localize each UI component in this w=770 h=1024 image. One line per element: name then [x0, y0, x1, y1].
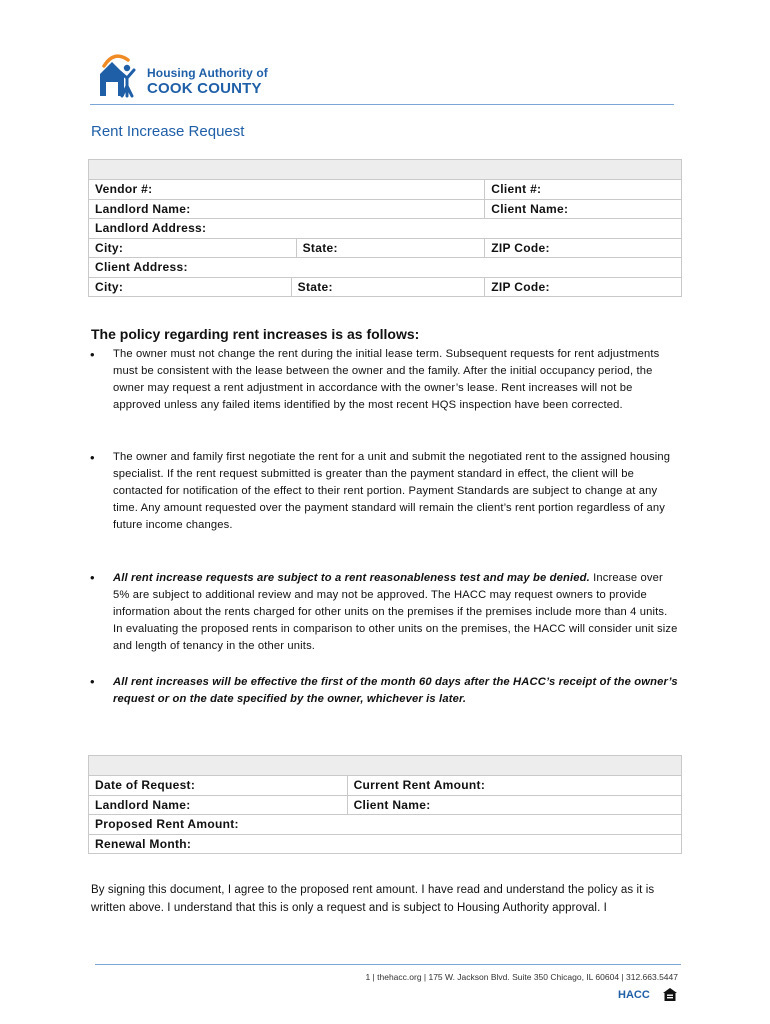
- landlord-name-field-2[interactable]: Landlord Name:: [89, 795, 348, 815]
- footer-hacc-logo: HACC: [618, 989, 650, 1001]
- landlord-zip-field[interactable]: ZIP Code:: [485, 238, 682, 258]
- landlord-city-field[interactable]: City:: [89, 238, 297, 258]
- table-header-band: [89, 756, 682, 776]
- client-state-field[interactable]: State:: [291, 277, 485, 297]
- policy-item-3-body: Increase over 5% are subject to additional review and may not be approved. The HACC may request owners to provide information about the rents charged for other units on the premises if the premises include more than 4 units. In evaluating the proposed rents in comparison to other units on the premises, the HACC will consider unit size and length of tenancy in the other units.: [113, 572, 678, 652]
- landlord-address-field[interactable]: Landlord Address:: [89, 219, 682, 239]
- client-address-field[interactable]: Client Address:: [89, 258, 682, 278]
- policy-item-1: The owner must not change the rent during the initial lease term. Subsequent requests for rent adjustments must be consistent with the lease between the owner and the family. After the initial occupancy period, the owner may request a rent adjustment in accordance with the owner’s lease. Rent increases will not be approved unless any failed items identified by the most recent HQS inspection have been corrected.: [113, 348, 660, 411]
- org-name-line1: Housing Authority of: [147, 66, 268, 80]
- equal-housing-icon: [663, 988, 677, 1001]
- policy-item-4: [113, 674, 678, 708]
- signing-statement: By signing this document, I agree to the proposed rent amount. I have read and understand the policy as it is written above. I understand that this is only a request and is subject to Housing Authority approval. I: [91, 884, 655, 914]
- policy-item-3: [113, 570, 678, 655]
- bullet-1: •: [90, 347, 95, 362]
- policy-heading: The policy regarding rent increases is as follows:: [91, 326, 420, 342]
- policy-item-2: The owner and family first negotiate the rent for a unit and submit the negotiated rent to the assigned housing specialist. If the rent request submitted is greater than the payment standard in effect, the client will be contacted for notification of the effect to their rent portion. Payment Standards are subject to change at any time. Any amount requested over the payment standard will remain the client’s rent portion regardless of any future income changes.: [113, 451, 671, 531]
- bullet-3: •: [90, 570, 95, 585]
- client-zip-field[interactable]: ZIP Code:: [485, 277, 682, 297]
- landlord-state-field[interactable]: State:: [296, 238, 485, 258]
- date-of-request-field[interactable]: Date of Request:: [89, 776, 348, 796]
- org-name-line2: COOK COUNTY: [147, 80, 262, 97]
- footer-contact: 1 | thehacc.org | 175 W. Jackson Blvd. Suite 350 Chicago, IL 60604 | 312.663.5447: [365, 972, 678, 982]
- landlord-name-field[interactable]: Landlord Name:: [89, 199, 485, 219]
- rent-request-table: [88, 755, 682, 854]
- page-title: Rent Increase Request: [91, 123, 245, 140]
- policy-item-4-text: All rent increases will be effective the first of the month 60 days after the HACC’s receipt of the owner’s request or on the date specified by the owner, whichever is later.: [113, 676, 678, 705]
- roof-arc-icon: [104, 56, 128, 66]
- person-head-icon: [124, 65, 130, 71]
- client-city-field[interactable]: City:: [89, 277, 292, 297]
- bullet-2: •: [90, 450, 95, 465]
- client-name-field-2[interactable]: Client Name:: [347, 795, 681, 815]
- current-rent-field[interactable]: Current Rent Amount:: [347, 776, 681, 796]
- client-name-field[interactable]: Client Name:: [485, 199, 682, 219]
- table-header-band: [89, 160, 682, 180]
- bullet-4: •: [90, 674, 95, 689]
- header-divider: [90, 104, 674, 105]
- renewal-month-field[interactable]: Renewal Month:: [89, 834, 682, 854]
- policy-item-3-lead: All rent increase requests are subject to a rent reasonableness test and may be denied.: [113, 572, 590, 584]
- footer-divider: [95, 964, 681, 965]
- landlord-client-info-table: [88, 159, 682, 297]
- vendor-number-field[interactable]: Vendor #:: [89, 180, 485, 200]
- proposed-rent-field[interactable]: Proposed Rent Amount:: [89, 815, 682, 835]
- client-number-field[interactable]: Client #:: [485, 180, 682, 200]
